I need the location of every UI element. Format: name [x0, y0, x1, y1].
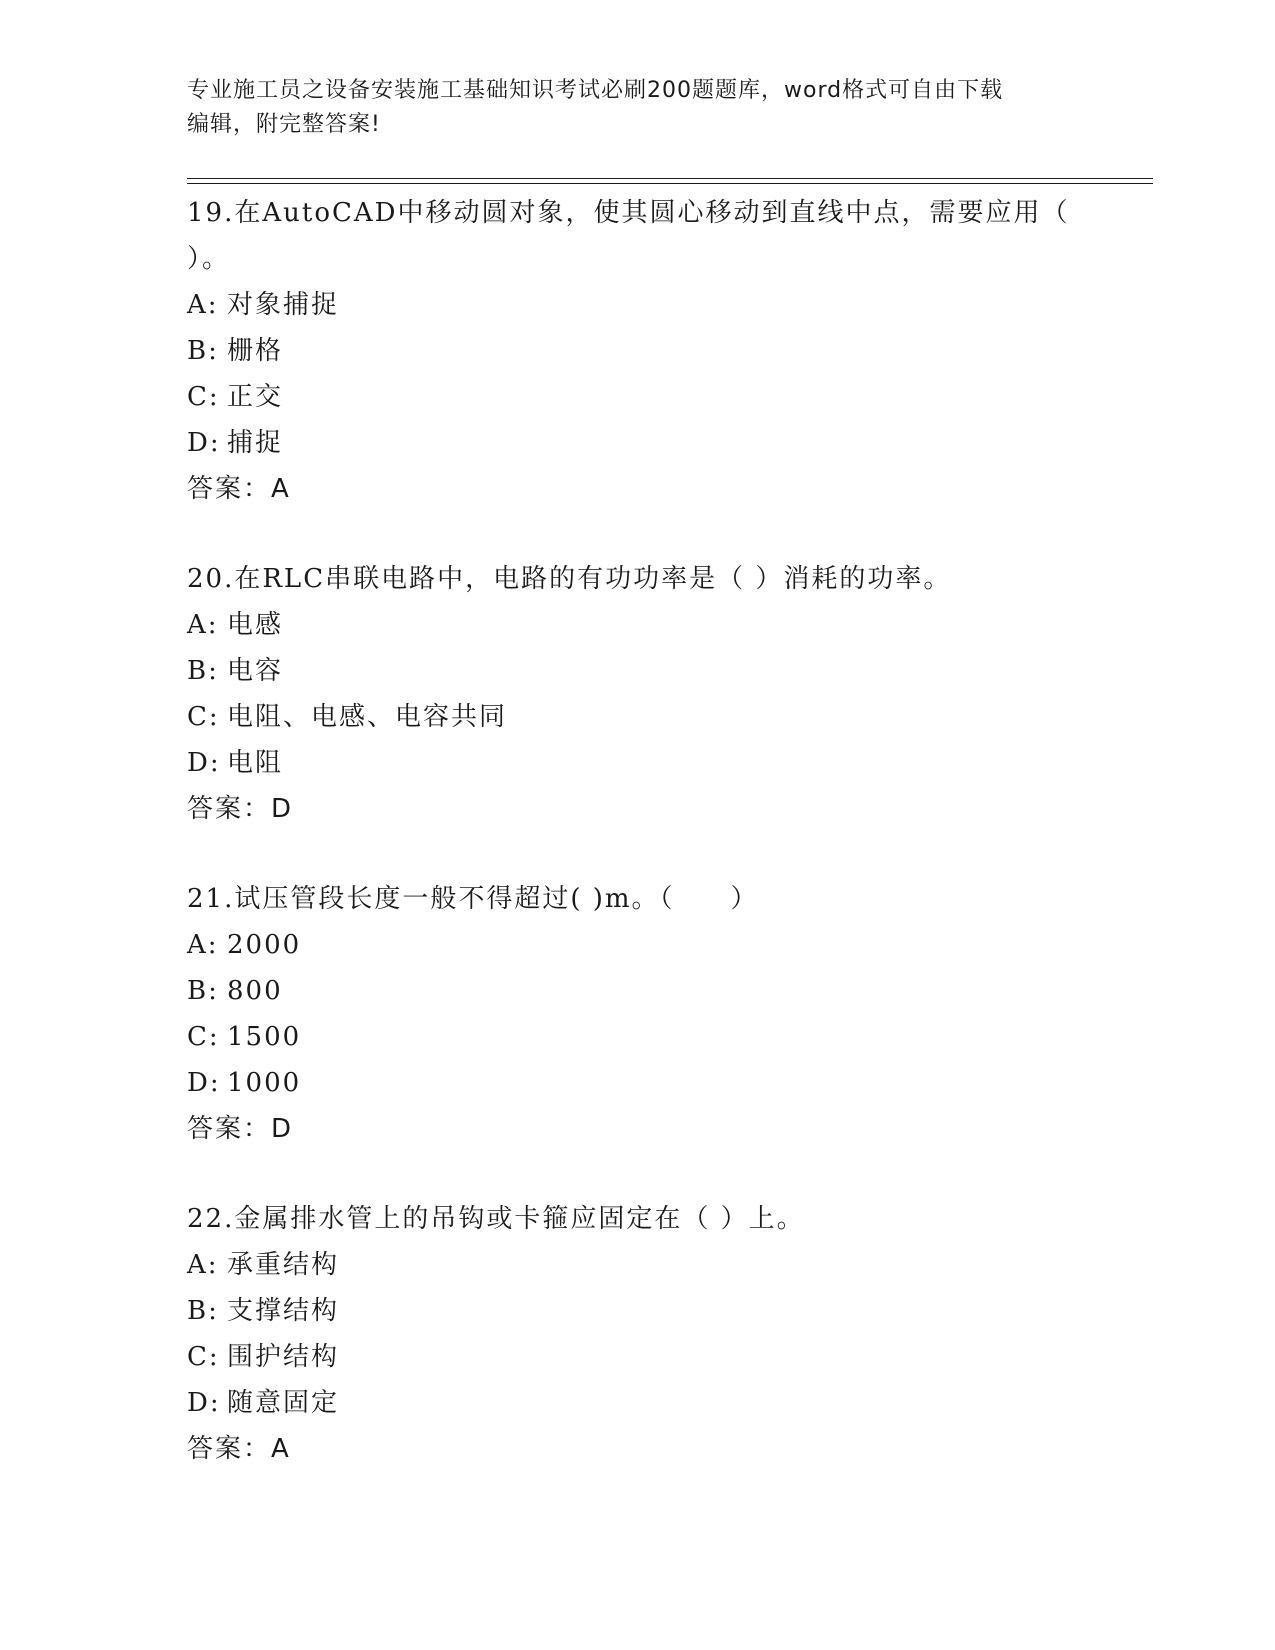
question-19	[187, 190, 1087, 512]
option-text: 电容	[227, 656, 284, 686]
option-letter: A:	[187, 610, 219, 640]
option-text: 支撑结构	[227, 1296, 340, 1326]
answer-line: 答案：A	[187, 1434, 291, 1464]
document-title	[187, 74, 1087, 142]
title-line-1: 专业施工员之设备安装施工基础知识考试必刷200题题库，word格式可自由下载	[187, 78, 1004, 103]
option-letter: B:	[187, 1296, 219, 1326]
header-divider-top	[187, 178, 1153, 179]
option-text: 2000	[227, 930, 302, 960]
option-a	[187, 602, 1087, 648]
option-a	[187, 1242, 1087, 1288]
option-letter: B:	[187, 336, 219, 366]
option-letter: C:	[187, 702, 220, 732]
option-letter: D:	[187, 1068, 221, 1098]
option-c	[187, 374, 1087, 420]
question-22	[187, 1196, 1087, 1472]
option-b	[187, 968, 1087, 1014]
question-text: 19.在AutoCAD中移动圆对象，使其圆心移动到直线中点，需要应用（ ）。	[187, 198, 1070, 274]
option-letter: C:	[187, 1342, 220, 1372]
option-text: 捕捉	[227, 428, 284, 458]
option-text: 电感	[227, 610, 284, 640]
option-letter: C:	[187, 1022, 220, 1052]
option-letter: B:	[187, 976, 219, 1006]
answer-line: 答案：D	[187, 794, 294, 824]
question-text: 21.试压管段长度一般不得超过( )m。（ ）	[187, 884, 759, 914]
option-text: 电阻、电感、电容共同	[227, 702, 508, 732]
title-line-2: 编辑，附完整答案!	[187, 112, 381, 137]
option-c	[187, 1014, 1087, 1060]
option-letter: A:	[187, 930, 219, 960]
option-letter: D:	[187, 428, 221, 458]
question-21	[187, 876, 1087, 1152]
option-b	[187, 1288, 1087, 1334]
option-b	[187, 648, 1087, 694]
option-b	[187, 328, 1087, 374]
option-letter: C:	[187, 382, 220, 412]
option-letter: A:	[187, 290, 219, 320]
option-text: 1000	[227, 1068, 302, 1098]
question-text: 22.金属排水管上的吊钩或卡箍应固定在（ ）上。	[187, 1204, 805, 1234]
option-d	[187, 1060, 1087, 1106]
question-list	[187, 190, 1087, 1472]
option-text: 1500	[227, 1022, 302, 1052]
option-text: 800	[227, 976, 283, 1006]
option-text: 正交	[227, 382, 284, 412]
question-text: 20.在RLC串联电路中，电路的有功功率是（ ）消耗的功率。	[187, 564, 952, 594]
answer-line: 答案：A	[187, 474, 291, 504]
option-a	[187, 282, 1087, 328]
option-text: 电阻	[227, 748, 284, 778]
option-d	[187, 1380, 1087, 1426]
answer-line: 答案：D	[187, 1114, 294, 1144]
option-text: 围护结构	[227, 1342, 340, 1372]
option-text: 随意固定	[227, 1388, 340, 1418]
header-divider-bottom	[187, 183, 1153, 184]
option-letter: A:	[187, 1250, 219, 1280]
option-d	[187, 420, 1087, 466]
option-letter: B:	[187, 656, 219, 686]
question-20	[187, 556, 1087, 832]
option-d	[187, 740, 1087, 786]
option-a	[187, 922, 1087, 968]
option-letter: D:	[187, 1388, 221, 1418]
option-text: 对象捕捉	[227, 290, 340, 320]
option-text: 承重结构	[227, 1250, 340, 1280]
option-c	[187, 694, 1087, 740]
option-text: 栅格	[227, 336, 284, 366]
option-letter: D:	[187, 748, 221, 778]
option-c	[187, 1334, 1087, 1380]
